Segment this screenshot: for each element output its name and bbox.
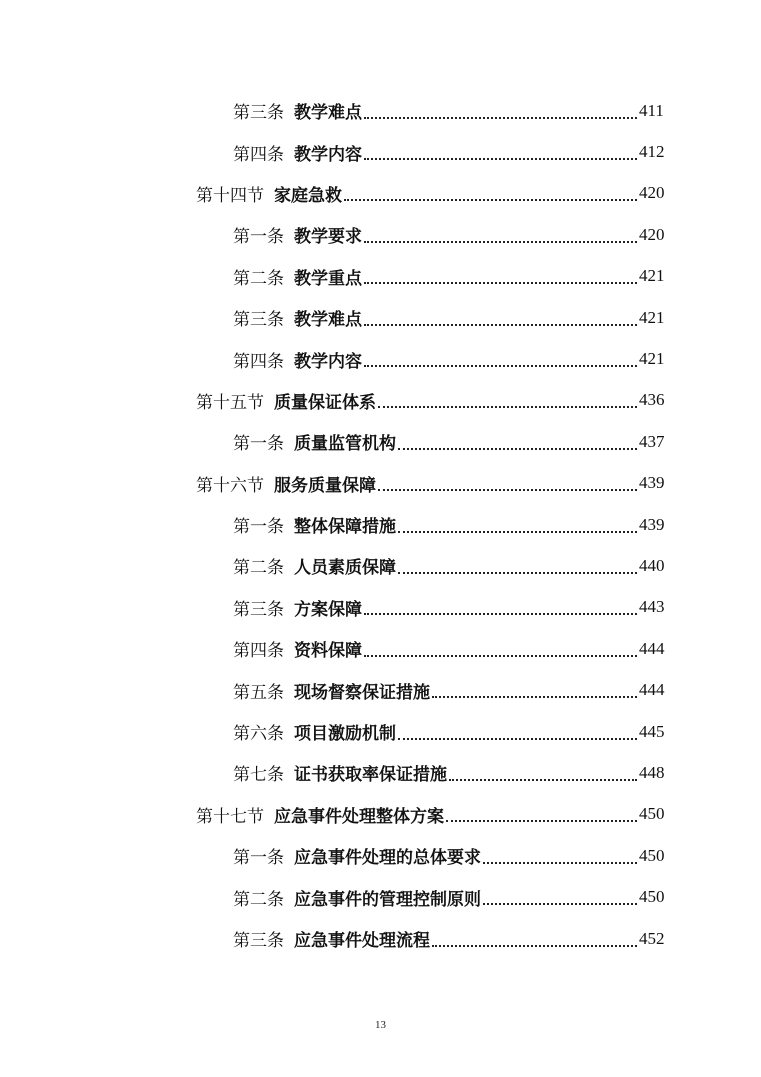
entry-number: 第四条 bbox=[233, 351, 284, 372]
entry-title: 服务质量保障 bbox=[274, 475, 376, 496]
entry-number: 第三条 bbox=[233, 310, 284, 331]
entry-number: 第七条 bbox=[233, 765, 284, 786]
entry-page-number: 439 bbox=[639, 473, 665, 493]
toc-article-entry[interactable] bbox=[0, 421, 761, 462]
entry-title: 应急事件处理整体方案 bbox=[274, 806, 444, 827]
entry-title: 证书获取率保证措施 bbox=[294, 765, 447, 786]
entry-number: 第五条 bbox=[233, 682, 284, 703]
entry-number: 第四条 bbox=[233, 144, 284, 165]
entry-title: 教学难点 bbox=[294, 310, 362, 331]
entry-title: 应急事件处理流程 bbox=[294, 931, 430, 951]
entry-page-number: 444 bbox=[639, 638, 665, 658]
toc-section-entry[interactable] bbox=[0, 173, 761, 214]
entry-number: 第三条 bbox=[233, 931, 284, 951]
entry-number: 第十四节 bbox=[196, 185, 264, 206]
dot-leader bbox=[378, 489, 637, 491]
entry-title: 教学内容 bbox=[294, 144, 362, 165]
dot-leader bbox=[398, 448, 637, 450]
entry-title: 应急事件处理的总体要求 bbox=[294, 848, 481, 869]
entry-page-number: 436 bbox=[639, 390, 665, 410]
entry-page-number: 421 bbox=[639, 266, 665, 286]
entry-number: 第二条 bbox=[233, 889, 284, 910]
entry-page-number: 412 bbox=[639, 142, 665, 162]
entry-page-number: 421 bbox=[639, 307, 665, 327]
entry-number: 第三条 bbox=[233, 599, 284, 620]
entry-number: 第六条 bbox=[233, 724, 284, 745]
entry-title: 人员素质保障 bbox=[294, 558, 396, 579]
entry-title: 应急事件的管理控制原则 bbox=[294, 889, 481, 910]
dot-leader bbox=[449, 779, 637, 781]
entry-number: 第四条 bbox=[233, 641, 284, 662]
entry-page-number: 452 bbox=[639, 928, 665, 948]
toc-article-entry[interactable] bbox=[0, 628, 761, 669]
entry-number: 第二条 bbox=[233, 268, 284, 289]
entry-page-number: 439 bbox=[639, 514, 665, 534]
entry-number: 第十六节 bbox=[196, 475, 264, 496]
toc-article-entry[interactable] bbox=[0, 669, 761, 710]
toc-article-entry[interactable] bbox=[0, 504, 761, 545]
dot-leader bbox=[446, 820, 637, 822]
entry-title: 教学难点 bbox=[294, 103, 362, 124]
entry-number: 第一条 bbox=[233, 848, 284, 869]
entry-title: 质量保证体系 bbox=[274, 392, 376, 413]
entry-number: 第三条 bbox=[233, 103, 284, 124]
entry-title: 方案保障 bbox=[294, 599, 362, 620]
dot-leader bbox=[364, 282, 637, 284]
toc-article-entry[interactable] bbox=[0, 835, 761, 876]
entry-number: 第一条 bbox=[233, 434, 284, 455]
dot-leader bbox=[378, 406, 637, 408]
entry-title: 资料保障 bbox=[294, 641, 362, 662]
entry-number: 第十七节 bbox=[196, 806, 264, 827]
toc-article-entry[interactable] bbox=[0, 752, 761, 793]
toc-article-entry[interactable] bbox=[0, 545, 761, 586]
entry-page-number: 421 bbox=[639, 349, 665, 369]
toc-article-entry[interactable] bbox=[0, 131, 761, 172]
dot-leader bbox=[364, 324, 637, 326]
entry-title: 现场督察保证措施 bbox=[294, 682, 430, 703]
toc-article-entry[interactable] bbox=[0, 338, 761, 379]
dot-leader bbox=[398, 531, 637, 533]
entry-page-number: 420 bbox=[639, 224, 665, 244]
entry-page-number: 450 bbox=[639, 804, 665, 824]
toc-section-entry[interactable] bbox=[0, 463, 761, 504]
entry-title: 家庭急救 bbox=[274, 185, 342, 206]
toc-article-entry[interactable] bbox=[0, 587, 761, 628]
toc-article-entry[interactable] bbox=[0, 90, 761, 131]
entry-page-number: 444 bbox=[639, 680, 665, 700]
dot-leader bbox=[398, 572, 637, 574]
entry-title: 整体保障措施 bbox=[294, 517, 396, 538]
toc-article-entry[interactable] bbox=[0, 214, 761, 255]
entry-page-number: 420 bbox=[639, 183, 665, 203]
toc-article-entry[interactable] bbox=[0, 918, 761, 959]
dot-leader bbox=[483, 862, 637, 864]
toc-section-entry[interactable] bbox=[0, 380, 761, 421]
entry-number: 第一条 bbox=[233, 227, 284, 248]
page-number: 13 bbox=[375, 1019, 386, 1031]
dot-leader bbox=[483, 903, 637, 905]
toc-article-entry[interactable] bbox=[0, 711, 761, 752]
entry-title: 质量监管机构 bbox=[294, 434, 396, 455]
entry-number: 第十五节 bbox=[196, 392, 264, 413]
entry-page-number: 411 bbox=[639, 100, 664, 120]
dot-leader bbox=[398, 738, 637, 740]
entry-page-number: 448 bbox=[639, 762, 665, 782]
entry-page-number: 450 bbox=[639, 887, 665, 907]
toc-article-entry[interactable] bbox=[0, 876, 761, 917]
dot-leader bbox=[364, 613, 637, 615]
entry-number: 第一条 bbox=[233, 517, 284, 538]
toc-article-entry[interactable] bbox=[0, 297, 761, 338]
toc-section-entry[interactable] bbox=[0, 794, 761, 835]
entry-page-number: 450 bbox=[639, 845, 665, 865]
entry-page-number: 445 bbox=[639, 721, 665, 741]
dot-leader bbox=[364, 241, 637, 243]
dot-leader bbox=[364, 365, 637, 367]
dot-leader bbox=[364, 158, 637, 160]
entry-page-number: 437 bbox=[639, 431, 665, 451]
dot-leader bbox=[344, 199, 637, 201]
dot-leader bbox=[364, 117, 637, 119]
dot-leader bbox=[432, 696, 637, 698]
entry-title: 教学内容 bbox=[294, 351, 362, 372]
toc-article-entry[interactable] bbox=[0, 256, 761, 297]
entry-page-number: 440 bbox=[639, 555, 665, 575]
table-of-contents bbox=[0, 90, 761, 959]
entry-title: 教学重点 bbox=[294, 268, 362, 289]
dot-leader bbox=[432, 945, 637, 947]
entry-page-number: 443 bbox=[639, 597, 665, 617]
dot-leader bbox=[364, 655, 637, 657]
entry-title: 项目激励机制 bbox=[294, 724, 396, 745]
entry-title: 教学要求 bbox=[294, 227, 362, 248]
entry-number: 第二条 bbox=[233, 558, 284, 579]
